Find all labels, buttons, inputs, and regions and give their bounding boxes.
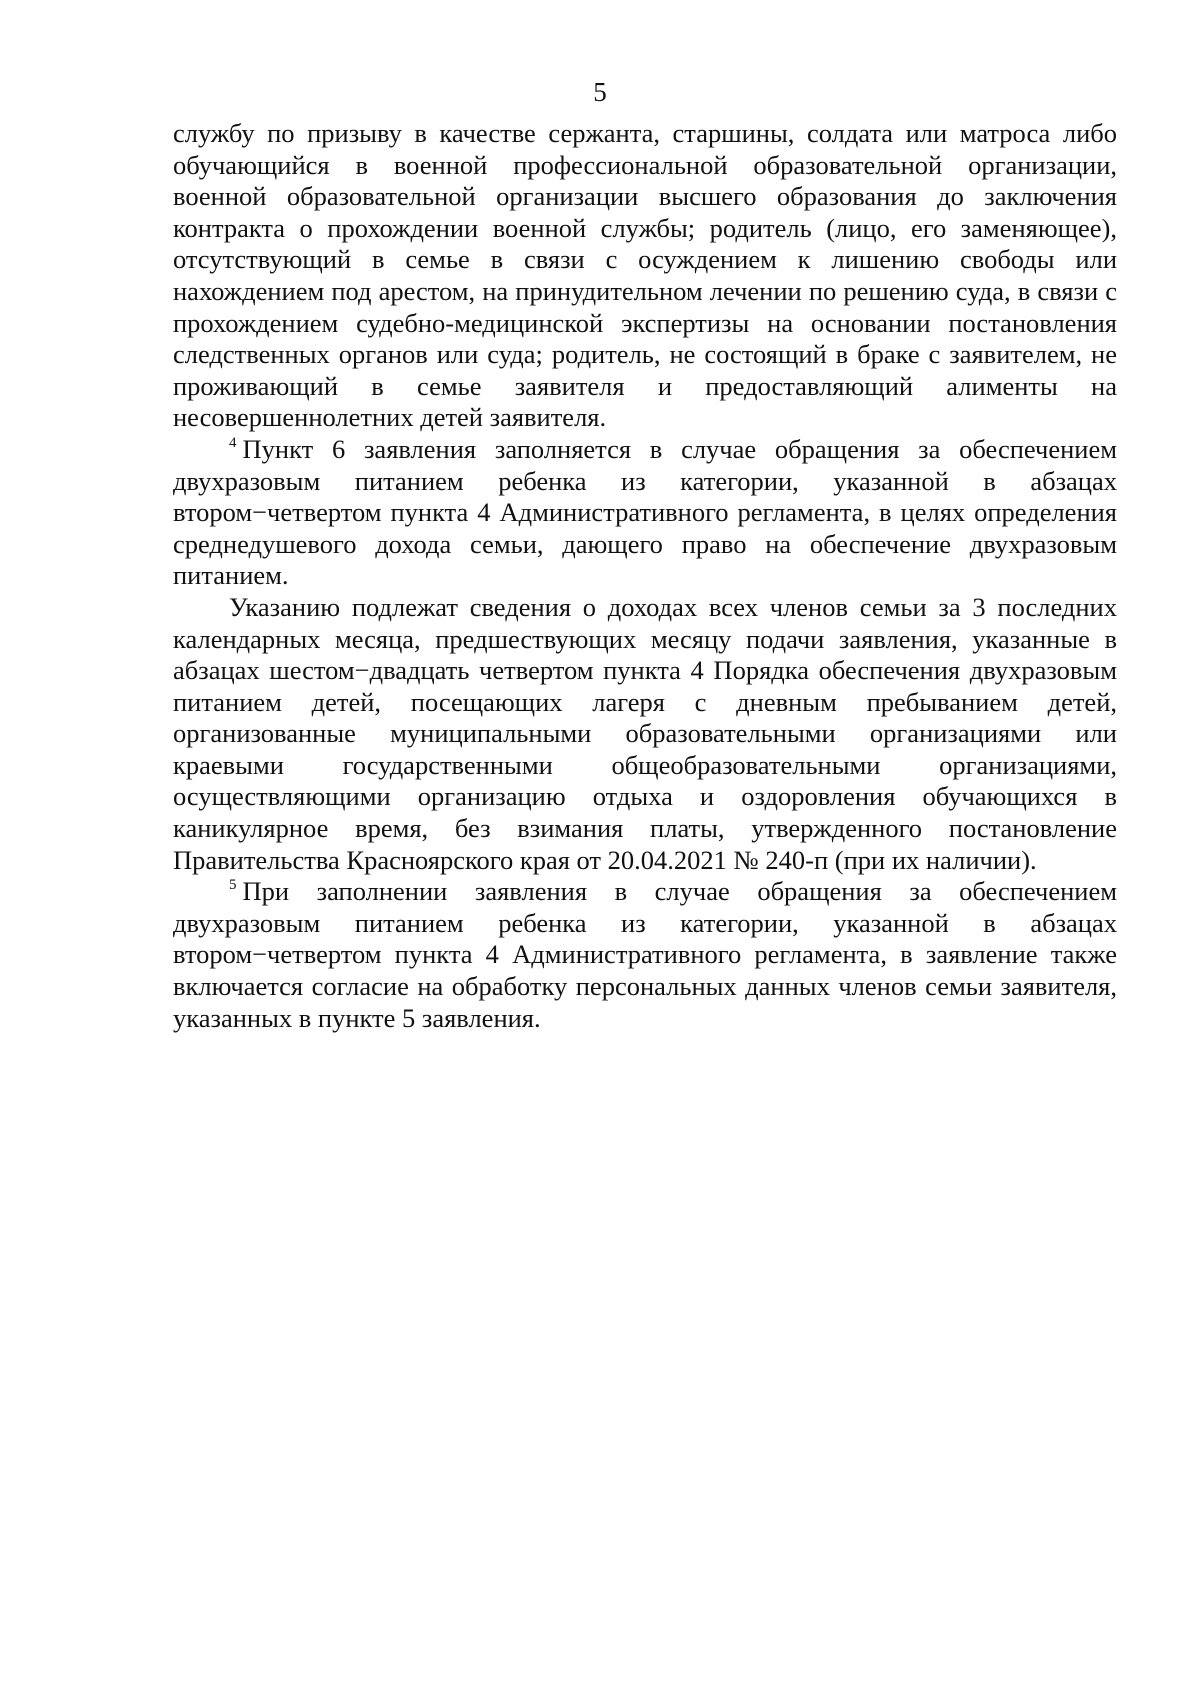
paragraph-text: При заполнении заявления в случае обращения за обеспечением двухразовым питанием ребенка из категории, указанной в абзацах втором−четвертом пункта 4 Административного регламента, в заявление также включается согласие на обработку персональных данных членов семьи заявителя, указанных в пункте 5 заявления. (173, 876, 1117, 1033)
footnote-4-paragraph (173, 434, 1117, 592)
income-paragraph (173, 592, 1117, 876)
paragraph-text: Указанию подлежат сведения о доходах всех членов семьи за 3 последних календарных месяца, предшествующих месяцу подачи заявления, указанные в абзацах шестом−двадцать четвертом пункта 4 Порядка обеспечения двухразовым питанием детей, посещающих лагеря с дневным пребыванием детей, организованные муниципальными образовательными организациями или краевыми государственными общеобразовательными организациями, осуществляющими организацию отдыха и оздоровления обучающихся в каникулярное время, без взимания платы, утвержденного постановление Правительства Красноярского края от 20.04.2021 № 240-п (при их наличии). (173, 591, 1117, 875)
footnote-marker: 4 (229, 434, 237, 451)
page-number: 5 (593, 77, 607, 107)
footnote-marker: 5 (229, 877, 237, 894)
paragraph-text: службу по призыву в качестве сержанта, старшины, солдата или матроса либо обучающийся в военной профессиональной образовательной организации, военной образовательной организации высшего образования до заключения контракта о прохождении военной службы; родитель (лицо, его заменяющее), отсутствующий в семье в связи с осуждением к лишению свободы или нахождением под арестом, на принудительном лечении по решению суда, в связи с прохождением судебно-медицинской экспертизы на основании постановления следственных органов или суда; родитель, не состоящий в браке с заявителем, не проживающий в семье заявителя и предоставляющий алименты на несовершеннолетних детей заявителя. (173, 118, 1117, 433)
paragraph-text: Пункт 6 заявления заполняется в случае обращения за обеспечением двухразовым питанием ребенка из категории, указанной в абзацах втором−четвертом пункта 4 Административного регламента, в целях определения среднедушевого дохода семьи, дающего право на обеспечение двухразовым питанием. (173, 433, 1117, 591)
document-body (173, 118, 1117, 1034)
footnote-5-paragraph (173, 876, 1117, 1034)
paragraph-continuation (173, 118, 1117, 434)
